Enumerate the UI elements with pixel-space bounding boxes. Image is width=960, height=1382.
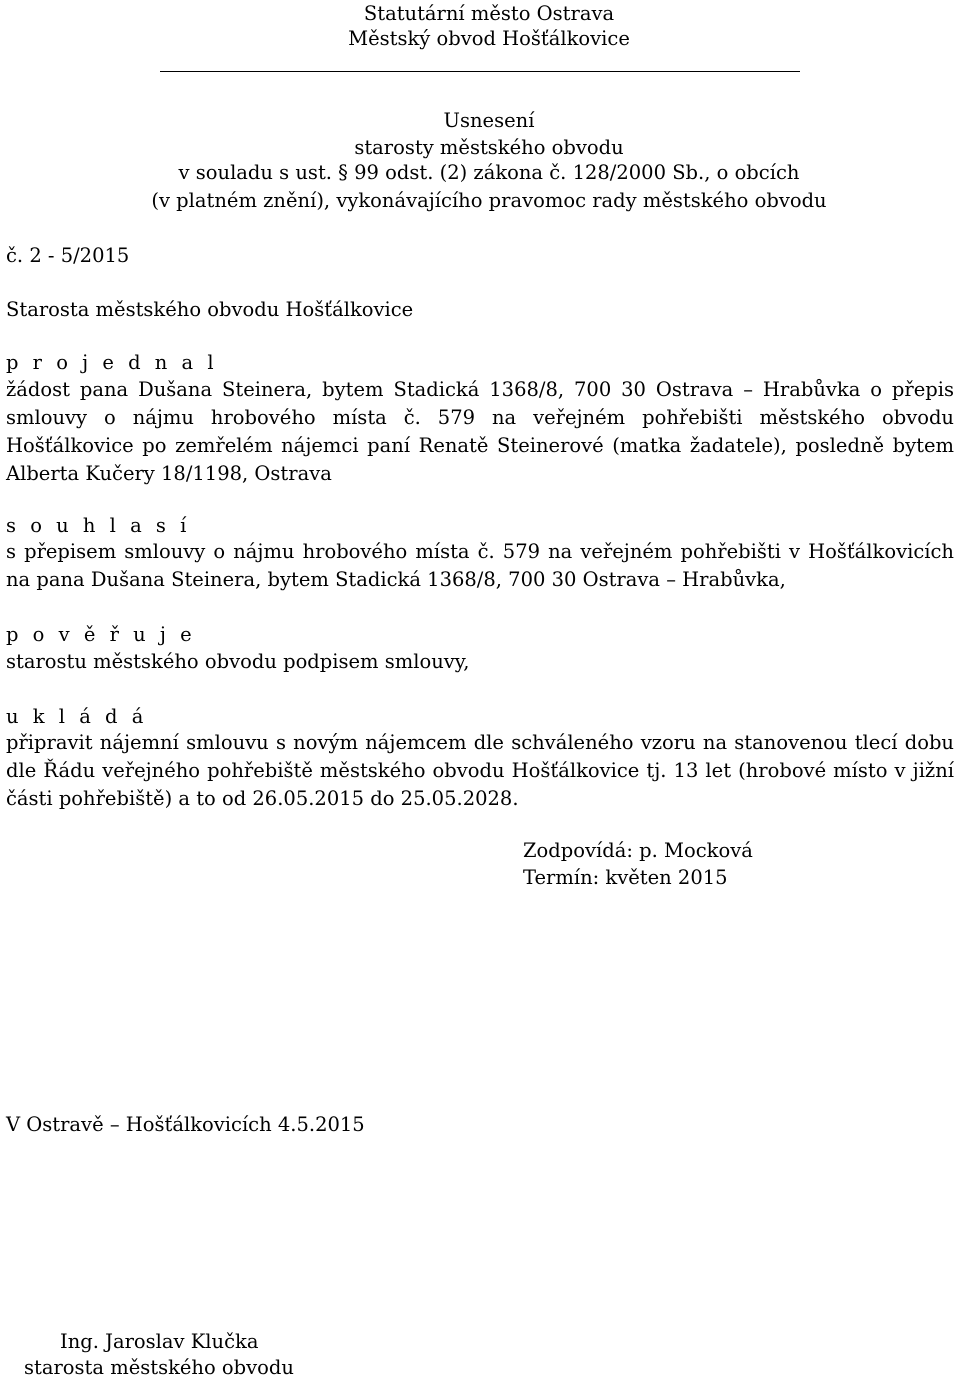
place-and-date: V Ostravě – Hošťálkovicích 4.5.2015 (6, 1113, 365, 1136)
header-divider (160, 71, 800, 72)
section-text-poveruje: starostu městského obvodu podpisem smlouvy, (6, 650, 470, 673)
title-validity: (v platném znění), vykonávajícího pravomoc rady městského obvodu (151, 189, 827, 212)
header-district: Městský obvod Hošťálkovice (348, 27, 630, 50)
section-heading-uklada: u k l á d á (6, 705, 148, 728)
title-legal-basis: v souladu s ust. § 99 odst. (2) zákona č. 128/2000 Sb., o obcích (178, 161, 800, 184)
deadline: Termín: květen 2015 (523, 866, 728, 889)
signature-name: Ing. Jaroslav Klučka (60, 1330, 259, 1353)
section-text-souhlasi: s přepisem smlouvy o nájmu hrobového místa č. 579 na veřejném pohřebišti v Hošťálkovicích na pana Dušana Steinera, bytem Stadická 1368/8, 700 30 Ostrava – Hrabůvka, (6, 540, 954, 591)
issuer-line: Starosta městského obvodu Hošťálkovice (6, 298, 414, 321)
responsible-person: Zodpovídá: p. Mocková (523, 839, 753, 862)
section-text-projednal: žádost pana Dušana Steinera, bytem Stadická 1368/8, 700 30 Ostrava – Hrabůvka o přepis smlouvy o nájmu hrobového místa č. 579 na veřejném pohřebišti městského obvodu Hošťálkovice po zemřelém nájemci paní Renatě Steinerové (matka žadatele), posledně bytem Alberta Kučery 18/1198, Ostrava (6, 378, 954, 485)
section-heading-projednal: p r o j e d n a l (6, 351, 218, 374)
section-text-uklada: připravit nájemní smlouvu s novým nájemcem dle schváleného vzoru na stanovenou tlecí dobu dle Řádu veřejného pohřebiště městského obvodu Hošťálkovice tj. 13 let (hrobové místo v jižní části pohřebiště) a to od 26.05.2015 do 25.05.2028. (6, 731, 954, 810)
section-heading-poveruje: p o v ě ř u j e (6, 623, 196, 646)
header-city: Statutární město Ostrava (363, 2, 615, 25)
signature-role: starosta městského obvodu (24, 1356, 294, 1379)
resolution-number: č. 2 - 5/2015 (6, 244, 130, 267)
section-heading-souhlasi: s o u h l a s í (6, 514, 191, 537)
title-resolution: Usnesení (443, 109, 535, 132)
title-issuer: starosty městského obvodu (354, 136, 624, 159)
